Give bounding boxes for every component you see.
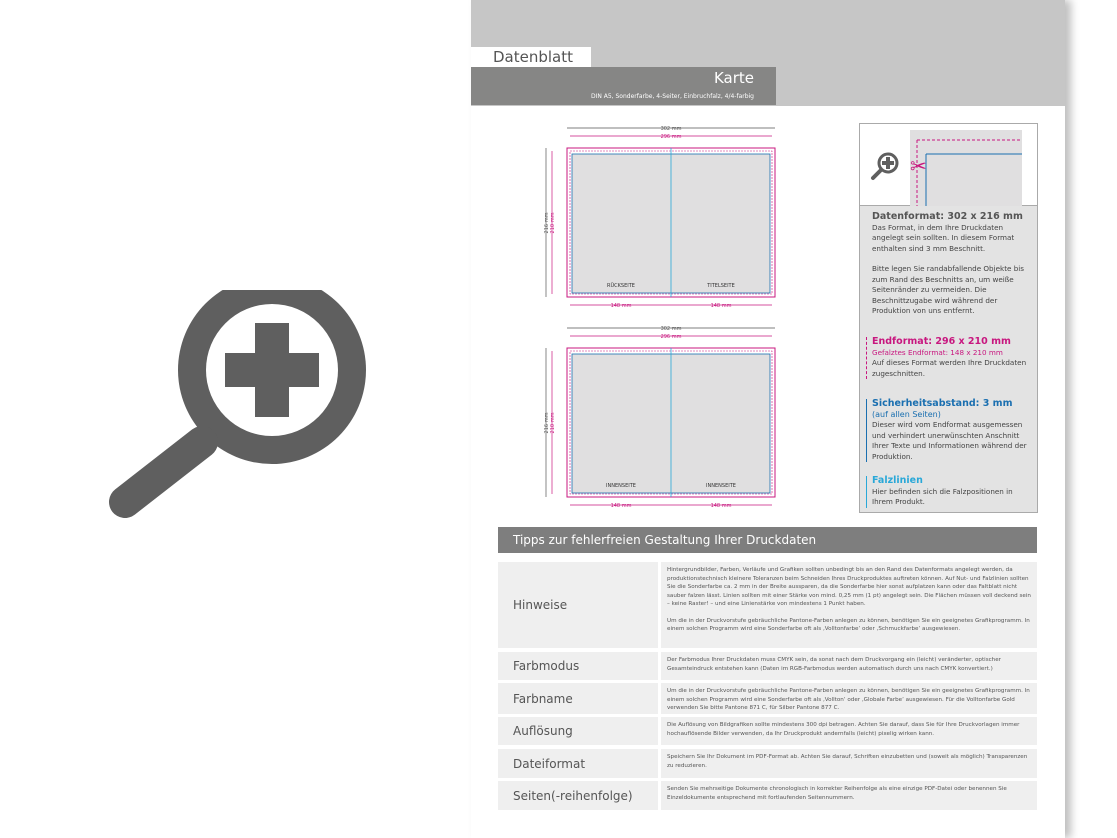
endformat-subtitle: Gefalztes Endformat: 148 x 210 mm [872, 347, 1003, 357]
inner-width-label: 296 mm [660, 334, 682, 340]
row-text: Der Farbmodus Ihrer Druckdaten muss CMYK sein, da sonst nach dem Druckvorgang ein (leicht) veränderter, optischer Gesamteindruck entstehen kann (Daten im RGB-Farbmodus werden automatisch durch uns nach CMYK konvertiert.) [661, 652, 1037, 680]
outer-width-label: 302 mm [660, 126, 682, 132]
title-bar [471, 67, 776, 105]
zoom-in-icon[interactable] [870, 152, 902, 182]
scissors-icon: ✂ [910, 154, 927, 178]
datenformat-section [872, 212, 1032, 317]
row-label: Farbname [498, 683, 658, 714]
inner-height-label: 210 mm [550, 212, 556, 234]
tips-row [498, 749, 1037, 778]
tips-row [498, 652, 1037, 680]
half-width-label: 148 mm [710, 303, 732, 309]
row-label: Farbmodus [498, 652, 658, 680]
falz-text: Hier befinden sich die Falzpositionen in Ihrem Produkt. [872, 486, 1013, 506]
diagram-outside [543, 125, 783, 315]
half-width-label: 148 mm [610, 503, 632, 509]
sicherheit-title: Sicherheitsabstand: 3 mm [872, 398, 1013, 409]
datasheet-tab: Datenblatt [471, 47, 591, 68]
outer-height-label: 216 mm [544, 212, 550, 234]
page-label-right: INNENSEITE [706, 483, 736, 489]
tips-row [498, 781, 1037, 810]
row-label: Hinweise [498, 562, 658, 648]
outer-height-label: 216 mm [544, 412, 550, 434]
falz-section [872, 476, 1032, 508]
inner-height-label: 210 mm [550, 412, 556, 434]
sicherheit-subtitle: (auf allen Seiten) [872, 409, 941, 419]
datenformat-title: Datenformat: 302 x 216 mm [872, 211, 1023, 222]
tips-heading: Tipps zur fehlerfreien Gestaltung Ihrer Druckdaten [498, 527, 1037, 553]
endformat-text: Auf dieses Format werden Ihre Druckdaten zugeschnitten. [872, 358, 1027, 378]
page-label-left: RÜCKSEITE [607, 283, 635, 289]
half-width-label: 148 mm [610, 303, 632, 309]
row-text: Die Auflösung von Bildgrafiken sollte mindestens 300 dpi betragen. Achten Sie darauf, dass Sie für Ihre Druckvorlagen immer hochauflösende Bilder verwenden, da Ihr Druckprodukt andernfalls (leicht) pixelig wirken kann. [661, 717, 1037, 745]
row-label: Auflösung [498, 717, 658, 745]
tips-row [498, 562, 1037, 648]
outer-width-label: 302 mm [660, 326, 682, 332]
falz-title: Falzlinien [872, 475, 923, 486]
row-text: Hintergrundbilder, Farben, Verläufe und Grafiken sollten unbedingt bis an den Rand des Datenformats angelegt werden, da produktionstechnisch kleinere Toleranzen beim Schneiden Ihres Druckproduktes auftreten können. Auf Nut- und Falzlinien sollten Sie die Sonderfarbe ca. 2 mm in der Breite aussparen, da die Sonderfarbe hier sonst aufplatzen kann oder das Faltblatt nicht sauber falzen lässt. Linien sollten mit einer Stärke von mind. 0,25 mm (1 pt) angelegt sein. Die Flächen müssen voll deckend sein – keine Raster! – und eine Linienstärke von mindestens 1 Punkt haben. Um die in der Druckvorstufe gebräuchliche Pantone-Farben anlegen zu können, benötigen Sie ein geeignetes Grafikprogramm. In einem solchen Programm wird eine Sonderfarbe oft als ‚Volltonfarbe‘ oder ‚Schmuckfarbe‘ ausgewiesen. [661, 562, 1037, 648]
product-subtitle: DIN A5, Sonderfarbe, 4-Seiter, Einbruchfalz, 4/4-farbig [590, 93, 754, 100]
inner-width-label: 296 mm [660, 134, 682, 140]
row-label: Seiten(-reihenfolge) [498, 781, 658, 810]
row-text: Um die in der Druckvorstufe gebräuchliche Pantone-Farben anlegen zu können, benötigen Sie ein geeignetes Grafikprogramm. In einem solchen Programm wird eine Sonderfarbe oft als ‚Vollton‘ oder ‚Globale Farbe‘ ausgewiesen. Für die Volltonfarbe Gold verwenden Sie bitte Pantone 871 C, für Silber Pantone 877 C. [661, 683, 1037, 714]
zoom-in-icon[interactable] [100, 290, 400, 530]
product-title: Karte [713, 69, 754, 87]
row-label: Dateiformat [498, 749, 658, 778]
detail-preview [860, 124, 1037, 206]
endformat-title: Endformat: 296 x 210 mm [872, 336, 1011, 347]
sicherheit-section [872, 399, 1032, 462]
tips-row [498, 717, 1037, 745]
sicherheit-text: Dieser wird vom Endformat ausgemessen und verhindert unerwünschten Anschnitt Ihrer Texte und Informationen während der Produktion. [872, 420, 1027, 461]
half-width-label: 148 mm [710, 503, 732, 509]
page-label-left: INNENSEITE [606, 483, 636, 489]
diagram-inside [543, 325, 783, 515]
datenformat-text: Das Format, in dem Ihre Druckdaten angelegt sein sollten. In diesem Format enthalten sind 3 mm Beschnitt. [872, 222, 1015, 253]
page-label-right: TITELSEITE [707, 283, 735, 289]
endformat-section [872, 337, 1032, 379]
row-text: Speichern Sie Ihr Dokument im PDF-Format ab. Achten Sie darauf, Schriften einzubetten und (soweit als möglich) Transparenzen zu reduzieren. [661, 749, 1037, 778]
datenformat-text-2: Bitte legen Sie randabfallende Objekte bis zum Rand des Beschnitts an, um weiße Seitenränder zu vermeiden. Die Beschnittzugabe wird während der Produktion von uns entfernt. [872, 264, 1025, 315]
tips-row [498, 683, 1037, 714]
info-box [859, 123, 1038, 513]
datasheet-page [471, 0, 1065, 838]
row-text: Senden Sie mehrseitige Dokumente chronologisch in korrekter Reihenfolge als eine einzige PDF-Datei oder benennen Sie Einzeldokumente entsprechend mit fortlaufenden Seitennummern. [661, 781, 1037, 810]
